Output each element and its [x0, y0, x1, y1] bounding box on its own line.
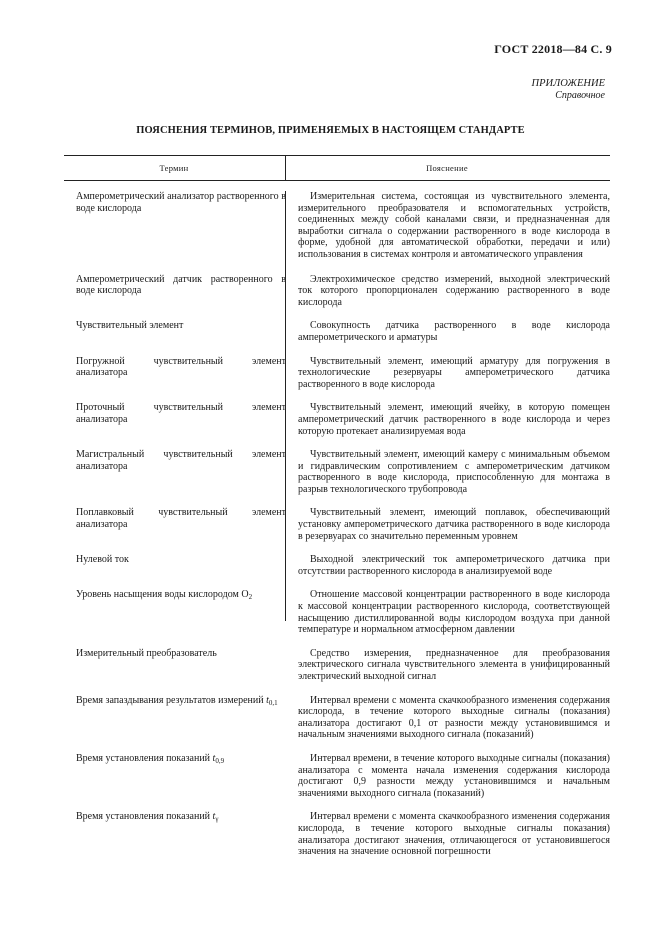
term-symbol: O [241, 589, 249, 601]
term-subscript: 0,1 [268, 698, 278, 707]
term-symbol: t [212, 752, 216, 764]
page-header: ГОСТ 22018—84 С. 9 [494, 42, 612, 56]
explanation-cell: Совокупность датчика растворенного в воде кислорода амперометрического и арматуры [298, 320, 610, 343]
term-cell [64, 811, 286, 857]
term-text: Уровень насыщения воды кислородом [76, 589, 239, 601]
term-cell [64, 449, 286, 495]
term-text: Чувствительный элемент [76, 320, 184, 332]
table-row [64, 554, 610, 577]
explanation-cell: Чувствительный элемент, имеющий арматуру для погружения в технологические резервуары амперометрического датчика растворенного в воде кислорода [298, 355, 610, 390]
term-cell [64, 320, 286, 343]
term-cell [64, 356, 286, 391]
explanation-cell: Чувствительный элемент, имеющий камеру с минимальным объемом и гидравлическим сопротивлением с амперометрическим датчиком растворенного в воде кислорода, приспособленную для монтажа в разрыв технологического трубопровода [298, 449, 610, 495]
explanation-cell: Отношение массовой концентрации растворенного в воде кислорода к массовой концентрации растворенного кислорода, соответствующей насыщению дистиллированной воды кислородом воздуха при данной температуре и нормальном атмосферном давлении [298, 589, 610, 636]
explanation-cell: Электрохимическое средство измерений, выходной электрический ток которого пропорционален содержанию растворенного в воде кислорода [298, 273, 610, 308]
explanation-cell: Измерительная система, состоящая из чувствительного элемента, измерительного преобразователя и вспомогательных устройств, соединенных между собой каналами связи, и предназначенная для выработки сигнала о содержании растворенного в воде кислорода в форме, удобной для автоматической обработки, передачи и или) использования в системах контроля и автоматического управления [298, 191, 610, 260]
term-subscript: 2 [248, 593, 253, 602]
explanation-cell: Выходной электрический ток амперометрического датчика при отсутствии растворенного кислорода в анализируемой воде [298, 554, 610, 577]
term-cell [64, 753, 286, 799]
explanation-cell: Интервал времени, в течение которого выходные сигналы (показания) анализатора с момента начала изменения содержания кислорода достигают 0,9 разности между установившимся и начальным значениями выходного сигнала (показаний) [298, 752, 610, 799]
term-text: Амперометрический анализатор растворенного в воде кислорода [76, 191, 286, 214]
table-row [64, 589, 610, 635]
column-header-explanation: Пояснение [426, 163, 468, 173]
document-title: ПОЯСНЕНИЯ ТЕРМИНОВ, ПРИМЕНЯЕМЫХ В НАСТОЯЩЕМ СТАНДАРТЕ [136, 125, 525, 136]
column-divider [285, 191, 286, 621]
term-text: Погружной чувствительный элемент анализатора [76, 355, 286, 379]
table-row [64, 695, 610, 741]
table-row [64, 753, 610, 799]
table-row [64, 402, 610, 437]
explanation-cell: Чувствительный элемент, имеющий ячейку, в которую помещен амперометрический датчик растворенного в воде кислорода и через которую протекает анализируемая вода [298, 402, 610, 437]
term-text: Время установления показаний [76, 752, 211, 764]
terms-table [64, 155, 610, 858]
term-text: Время установления показаний [76, 811, 211, 823]
appendix-label: ПРИЛОЖЕНИЕ [531, 78, 605, 89]
term-symbol: t [212, 811, 216, 823]
term-cell [64, 589, 286, 635]
term-text: Измерительный преобразователь [76, 647, 217, 659]
table-row [64, 274, 610, 309]
table-row [64, 320, 610, 343]
term-cell [64, 554, 286, 577]
term-subscript: γ [215, 815, 219, 824]
term-cell [64, 274, 286, 309]
term-cell [64, 648, 286, 683]
explanation-cell: Интервал времени с момента скачкообразного изменения содержания кислорода, в течение которого выходные сигналы (показания) анализатора достигают 0,1 от разности между установившимся и начальным значениями выходного сигнала (показаний) [298, 694, 610, 741]
explanation-cell: Чувствительный элемент, имеющий поплавок, обеспечивающий установку амперометрического датчика растворенного в воде кислорода в резервуарах со значительно переменным уровнем [298, 507, 610, 542]
term-cell [64, 507, 286, 542]
explanation-cell: Интервал времени с момента скачкообразного изменения содержания кислорода, в течение которого выходные сигналы показания) анализатора достигают значения, отличающегося от установившегося значения на значение основной погрешности [298, 811, 610, 858]
term-cell [64, 695, 286, 741]
term-text: Время запаздывания результатов измерений [76, 694, 264, 706]
appendix-type: Справочное [555, 90, 605, 101]
table-row [64, 507, 610, 542]
term-cell [64, 402, 286, 437]
table-row [64, 356, 610, 391]
term-symbol: t [266, 694, 269, 706]
term-text: Магистральный чувствительный элемент анализатора [76, 449, 286, 472]
column-header-term: Термин [159, 163, 189, 173]
term-text: Поплавковый чувствительный элемент анализатора [76, 507, 286, 531]
term-cell [64, 191, 286, 261]
appendix-label-block [532, 78, 606, 102]
term-text: Нулевой ток [76, 554, 129, 566]
term-text: Амперометрический датчик растворенного в воде кислорода [76, 273, 286, 297]
term-subscript: 0,9 [215, 756, 225, 765]
term-text: Проточный чувствительный элемент анализатора [76, 402, 286, 425]
explanation-cell: Средство измерения, предназначенное для преобразования электрического сигнала чувствительного элемента в унифицированный электрический выходной сигнал [298, 647, 610, 682]
table-row [64, 191, 610, 261]
table-row [64, 811, 610, 857]
table-header [64, 155, 610, 181]
table-body [64, 191, 610, 858]
table-row [64, 648, 610, 683]
table-row [64, 449, 610, 495]
